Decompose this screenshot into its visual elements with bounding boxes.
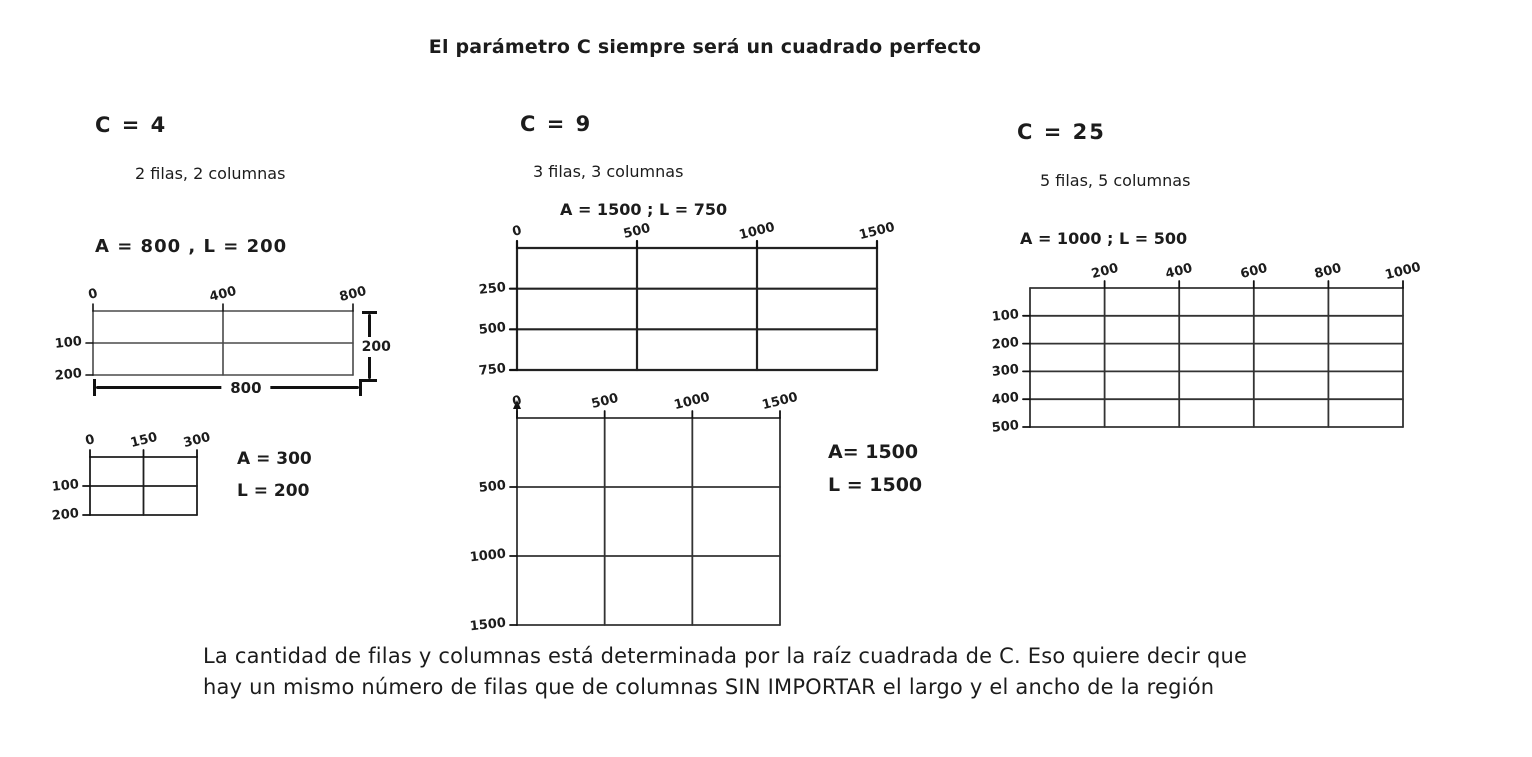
c4-heading: C = 4 xyxy=(95,113,168,137)
c25-heading: C = 25 xyxy=(1017,120,1106,144)
y-tick-label: 1000 xyxy=(469,546,507,566)
x-tick-label: 800 xyxy=(1313,260,1344,283)
y-tick-label: 200 xyxy=(51,506,80,524)
x-tick-label: 0 xyxy=(510,393,524,410)
c4-dimensions-label: A = 800 , L = 200 xyxy=(95,236,288,257)
y-tick-label: 200 xyxy=(54,366,83,384)
grid-c9-top xyxy=(467,217,919,386)
grid-c4-main xyxy=(43,280,395,391)
x-tick-label: 1000 xyxy=(1383,259,1423,284)
x-tick-label: 150 xyxy=(128,429,159,452)
x-tick-label: 400 xyxy=(1164,260,1195,283)
x-tick-label: 1000 xyxy=(737,219,777,244)
x-tick-label: 1500 xyxy=(857,219,897,244)
y-tick-label: 100 xyxy=(51,477,80,495)
height-dimension-bracket xyxy=(361,311,391,382)
y-tick-label: 500 xyxy=(478,320,507,339)
x-tick-label: 0 xyxy=(83,432,97,449)
grid-c25-main xyxy=(980,257,1445,443)
explanation-line-1: La cantidad de filas y columnas está determinada por la raíz cuadrada de C. Eso quiere decir que xyxy=(203,644,1248,668)
c9-bottom-length-label: L = 1500 xyxy=(828,474,923,496)
c4-subtitle: 2 filas, 2 columnas xyxy=(135,164,286,183)
c9-top-dimensions-label: A = 1500 ; L = 750 xyxy=(560,200,728,219)
explanation-line-2: hay un mismo número de filas que de columnas SIN IMPORTAR el largo y el ancho de la región xyxy=(203,675,1215,699)
c9-subtitle: 3 filas, 3 columnas xyxy=(533,162,684,181)
page-title: El parámetro C siempre será un cuadrado perfecto xyxy=(428,36,982,58)
y-tick-label: 400 xyxy=(991,390,1020,409)
y-tick-label: 250 xyxy=(478,279,507,298)
c25-dimensions-label: A = 1000 ; L = 500 xyxy=(1020,229,1188,248)
x-tick-label: 600 xyxy=(1238,260,1269,283)
height-dimension-label: 200 xyxy=(361,338,391,355)
c4-small-length-label: L = 200 xyxy=(237,481,310,501)
x-tick-label: 500 xyxy=(589,390,620,413)
c25-subtitle: 5 filas, 5 columnas xyxy=(1040,171,1191,190)
width-dimension-label: 800 xyxy=(221,379,270,397)
width-dimension-bracket xyxy=(93,379,362,396)
y-tick-label: 300 xyxy=(991,362,1020,381)
x-tick-label: 500 xyxy=(622,220,652,243)
x-tick-label: 200 xyxy=(1089,260,1120,283)
grid-c4-small xyxy=(40,426,239,531)
x-tick-label: 300 xyxy=(182,429,212,452)
x-tick-label: 800 xyxy=(338,283,368,306)
grid-c9-bottom xyxy=(467,387,822,641)
y-tick-label: 1500 xyxy=(469,615,507,635)
y-tick-label: 500 xyxy=(991,418,1020,436)
c9-bottom-area-label: A= 1500 xyxy=(828,441,919,463)
y-tick-label: 200 xyxy=(991,334,1020,353)
y-tick-label: 500 xyxy=(478,478,507,496)
y-tick-label: 750 xyxy=(478,361,507,379)
x-tick-label: 400 xyxy=(208,283,238,306)
y-tick-label: 100 xyxy=(991,306,1020,325)
y-tick-label: 100 xyxy=(54,334,83,352)
x-tick-label: 0 xyxy=(86,286,100,303)
x-tick-label: 1500 xyxy=(760,389,800,414)
x-tick-label: 1000 xyxy=(672,389,712,414)
c4-small-area-label: A = 300 xyxy=(237,449,312,469)
c9-heading: C = 9 xyxy=(520,112,593,136)
x-tick-label: 0 xyxy=(510,223,524,240)
